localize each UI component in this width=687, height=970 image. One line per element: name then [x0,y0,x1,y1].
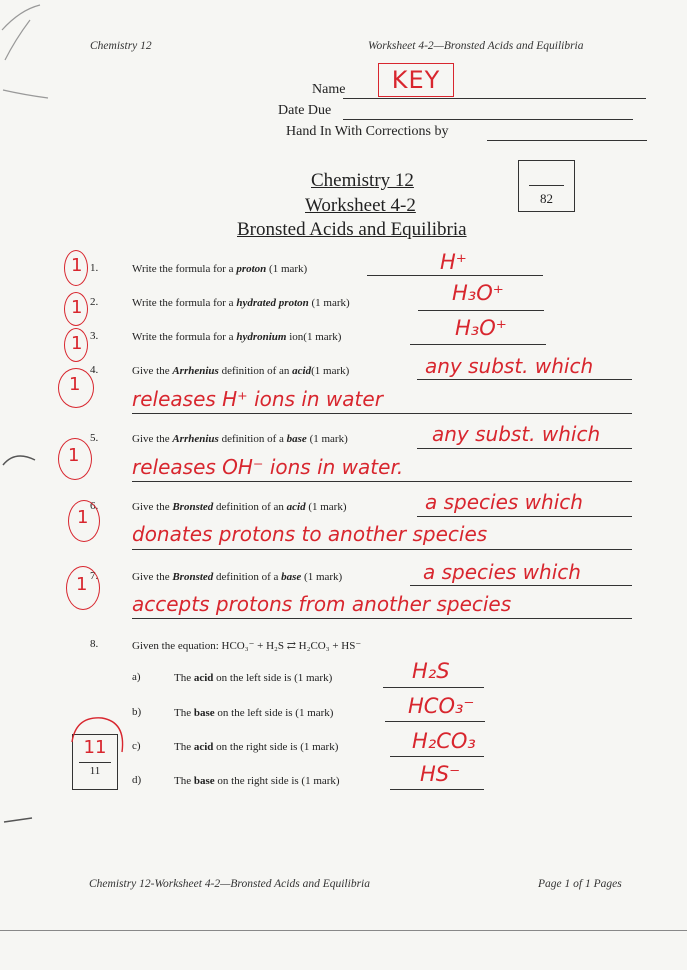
q8-score-circle [66,712,130,772]
mark-value: 1 [68,445,80,466]
question-text: Give the Bronsted definition of an acid (1 mark) [132,501,347,513]
answer-line [410,344,546,345]
mark-value: 1 [69,374,81,395]
header-left: Chemistry 12 [90,40,152,52]
part-letter: d) [132,774,142,786]
margin-scribble [0,0,60,120]
answer-line [132,618,632,619]
answer-text: a species which [423,560,581,584]
answer-text-continued: accepts protons from another species [132,592,512,616]
answer-line [417,448,632,449]
question-number: 1. [90,262,99,274]
answer-text: H₂S [412,659,450,683]
name-line [343,98,646,99]
answer-text: H₂CO₃ [412,729,476,753]
footer-right: Page 1 of 1 Pages [538,878,622,890]
mark-value: 1 [76,574,88,595]
part-text: The base on the right side is (1 mark) [174,775,340,787]
q8-score-got: 11 [83,737,107,758]
question-text: Write the formula for a proton (1 mark) [132,263,308,275]
answer-line [367,275,543,276]
answer-text: H⁺ [440,250,467,274]
handin-line [487,140,647,141]
answer-text-continued: releases OH⁻ ions in water. [132,455,404,479]
answer-line [383,687,484,688]
margin-scribble [0,810,40,830]
name-value: KEY [391,66,441,94]
date-due-label: Date Due [278,103,332,118]
question-text: Write the formula for a hydronium ion(1 mark) [132,331,342,343]
part-text: The acid on the left side is (1 mark) [174,672,333,684]
answer-line [417,516,632,517]
answer-line [410,585,632,586]
part-text: The acid on the right side is (1 mark) [174,741,339,753]
score-box [518,160,575,212]
question-text: Give the Arrhenius definition of a base (1 mark) [132,433,348,445]
title-topic: Bronsted Acids and Equilibria [237,219,467,240]
mark-value: 1 [77,507,89,528]
mark-value: 1 [71,297,83,318]
answer-text: HCO₃⁻ [408,694,475,718]
question-number: 3. [90,330,99,342]
question-number: 2. [90,296,99,308]
q8-score-total: 11 [89,765,101,777]
answer-line [385,721,485,722]
question-number: 4. [90,364,99,376]
handin-label: Hand In With Corrections by [286,124,449,139]
key-box [378,63,454,97]
answer-text: HS⁻ [420,762,461,786]
part-text: The base on the left side is (1 mark) [174,707,334,719]
score-box-blank [529,185,564,186]
mark-value: 1 [71,255,83,276]
answer-line [132,413,632,414]
question-text: Give the Bronsted definition of a base (1 mark) [132,571,343,583]
score-box-total: 82 [540,191,553,206]
answer-line [390,789,484,790]
answer-line [390,756,484,757]
question-text: Give the Arrhenius definition of an acid(1 mark) [132,365,350,377]
answer-text: H₃O⁺ [452,281,504,305]
answer-text: any subst. which [425,354,594,378]
question-number: 6. [90,500,99,512]
part-letter: b) [132,706,142,718]
title-course: Chemistry 12 [311,170,414,191]
footer-left: Chemistry 12-Worksheet 4-2—Bronsted Acids and Equilibria [89,878,370,890]
scan-edge [0,930,687,931]
answer-line [132,481,632,482]
answer-text: a species which [425,490,583,514]
answer-line [417,379,632,380]
question-number: 8. [90,638,99,650]
question-number: 5. [90,432,99,444]
answer-line [418,310,544,311]
date-due-line [343,119,633,120]
question-text: Write the formula for a hydrated proton (1 mark) [132,297,350,309]
answer-text-continued: releases H⁺ ions in water [132,387,383,411]
answer-line [132,549,632,550]
title-worksheet: Worksheet 4-2 [305,195,416,216]
margin-scribble [0,445,40,475]
part-letter: c) [132,740,141,752]
equation-text: Given the equation: HCO₃⁻ + H₂S ⇄ H₂CO₃ + HS⁻ [132,640,362,652]
name-label: Name [312,82,346,97]
part-letter: a) [132,671,141,683]
answer-text-continued: donates protons to another species [132,522,488,546]
header-right: Worksheet 4-2—Bronsted Acids and Equilibria [368,40,584,52]
mark-value: 1 [71,333,83,354]
answer-text: any subst. which [432,422,601,446]
answer-text: H₃O⁺ [455,316,507,340]
question-number: 7. [90,570,99,582]
